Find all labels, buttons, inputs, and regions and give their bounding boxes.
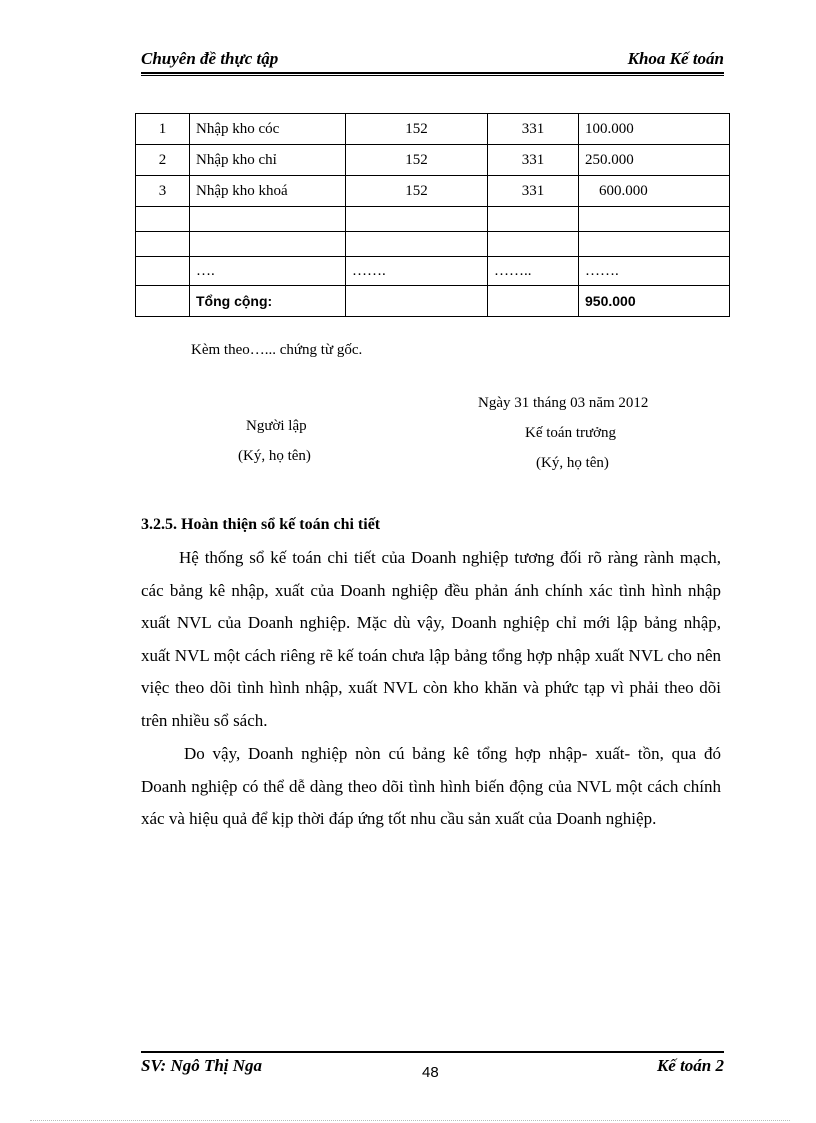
- preparer-sign-hint: (Ký, họ tên): [238, 448, 311, 464]
- row-description: ….: [190, 257, 346, 286]
- row-amount: 250.000: [579, 145, 730, 176]
- table-row-empty: [136, 232, 730, 257]
- row-description: Nhập kho cóc: [190, 114, 346, 145]
- table-row: [136, 176, 730, 207]
- paragraph: Do vậy, Doanh nghiệp nòn cú bảng kê tổng hợp nhập- xuất- tồn, qua đó Doanh nghiệp có thể dễ dàng theo dõi tình hình biến động của NVL một cách chính xác và hiệu quả để kịp thời đáp ứng tốt nhu cầu sản xuất của Doanh nghiệp.: [141, 744, 721, 829]
- section-heading: 3.2.5. Hoàn thiện sổ kế toán chi tiết: [141, 516, 381, 533]
- row-description: Nhập kho chỉ: [190, 145, 346, 176]
- footer-left: SV: Ngô Thị Nga: [141, 1056, 263, 1075]
- empty-cell: [579, 232, 730, 257]
- table-row: [136, 114, 730, 145]
- chief-accountant-sign-hint: (Ký, họ tên): [536, 455, 609, 471]
- header-right: Khoa Kế toán: [627, 49, 724, 68]
- table-row: [136, 145, 730, 176]
- row-amount: …….: [579, 257, 730, 286]
- paragraph: Hệ thống sổ kế toán chi tiết của Doanh nghiệp tương đối rõ ràng rành mạch, các bảng kê nhập, xuất của Doanh nghiệp đều phản ánh chính xác tình hình nhập xuất NVL của Doanh nghiệp. Mặc dù vậy, Doanh nghiệp chỉ mới lập bảng nhập, xuất NVL một cách riêng rẽ kế toán chưa lập bảng tổng hợp nhập xuất NVL cho nên việc theo dõi tình hình nhập, xuất NVL còn kho khăn và phức tạp vì phải theo dõi trên nhiều sổ sách.: [141, 548, 721, 730]
- header-rule-thin: [141, 75, 724, 76]
- row-number: [136, 286, 190, 317]
- table-total-row: [136, 286, 730, 317]
- row-debit-account: 152: [346, 114, 488, 145]
- page-number: 48: [422, 1064, 439, 1081]
- row-debit-account: [346, 286, 488, 317]
- footer-rule: [141, 1051, 724, 1053]
- empty-cell: [488, 232, 579, 257]
- row-credit-account: 331: [488, 176, 579, 207]
- row-debit-account: 152: [346, 176, 488, 207]
- empty-cell: [190, 232, 346, 257]
- row-credit-account: 331: [488, 145, 579, 176]
- table-row-empty: [136, 207, 730, 232]
- row-number: 3: [136, 176, 190, 207]
- footer-right: Kế toán 2: [656, 1056, 724, 1075]
- row-number: 1: [136, 114, 190, 145]
- empty-cell: [346, 207, 488, 232]
- ledger-table: [135, 113, 730, 317]
- row-credit-account: ……..: [488, 257, 579, 286]
- chief-accountant-title: Kế toán trưởng: [525, 425, 617, 441]
- preparer-title: Người lập: [246, 418, 307, 434]
- header-left: Chuyên đề thực tập: [141, 49, 279, 68]
- row-amount: 100.000: [579, 114, 730, 145]
- row-number: 2: [136, 145, 190, 176]
- empty-cell: [136, 207, 190, 232]
- empty-cell: [346, 232, 488, 257]
- signature-date: Ngày 31 tháng 03 năm 2012: [478, 395, 649, 411]
- header-rule: [141, 72, 724, 74]
- row-number: [136, 257, 190, 286]
- row-debit-account: …….: [346, 257, 488, 286]
- page-bottom-divider: [30, 1120, 790, 1121]
- total-amount: 950.000: [579, 286, 730, 317]
- table-row-ellipsis: [136, 257, 730, 286]
- empty-cell: [136, 232, 190, 257]
- row-credit-account: [488, 286, 579, 317]
- total-label: Tổng cộng:: [190, 286, 346, 317]
- empty-cell: [488, 207, 579, 232]
- row-description: Nhập kho khoá: [190, 176, 346, 207]
- attached-note: Kèm theo…... chứng từ gốc.: [191, 342, 363, 358]
- empty-cell: [579, 207, 730, 232]
- row-credit-account: 331: [488, 114, 579, 145]
- row-debit-account: 152: [346, 145, 488, 176]
- empty-cell: [190, 207, 346, 232]
- row-amount: 600.000: [579, 176, 730, 207]
